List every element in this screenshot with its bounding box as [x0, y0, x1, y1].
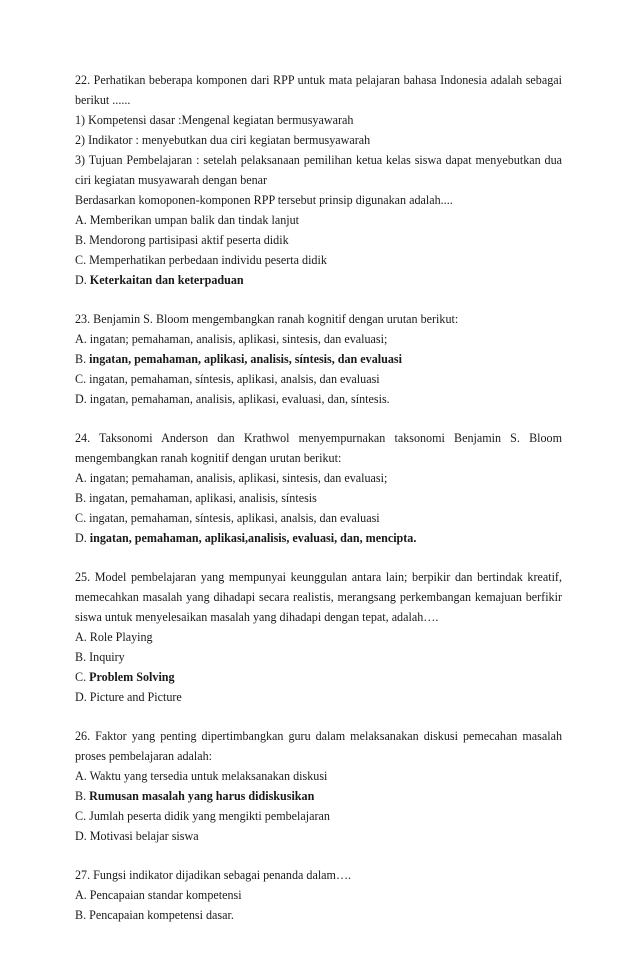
option-text: Pencapaian standar kompetensi: [89, 888, 242, 902]
option-text-answer: ingatan, pemahaman, aplikasi,analisis, evaluasi, dan, mencipta.: [89, 531, 417, 545]
option-text: Memberikan umpan balik dan tindak lanjut: [89, 213, 300, 227]
question-26-stem: 26. Faktor yang penting dipertimbangkan guru dalam melaksanakan diskusi pemecahan masalah proses pembelajaran adalah:: [75, 729, 562, 763]
option-text: Inquiry: [89, 650, 125, 664]
option-text: Picture and Picture: [89, 690, 182, 704]
option-text: Memperhatikan perbedaan individu peserta didik: [89, 253, 327, 267]
option-text: Pencapaian kompetensi dasar.: [89, 908, 234, 922]
question-22-item-2: 2) Indikator : menyebutkan dua ciri kegiatan bermusyawarah: [75, 133, 371, 147]
question-27-option-a: A. Pencapaian standar kompetensi: [75, 888, 242, 902]
question-25-option-d: D. Picture and Picture: [75, 690, 182, 704]
question-22-option-d: D. Keterkaitan dan keterpaduan: [75, 273, 244, 287]
option-text: Waktu yang tersedia untuk melaksanakan diskusi: [89, 769, 328, 783]
question-26-option-b: B. Rumusan masalah yang harus didiskusikan: [75, 789, 315, 803]
question-25-option-c: C. Problem Solving: [75, 670, 175, 684]
option-text: ingatan, pemahaman, síntesis, aplikasi, analsis, dan evaluasi: [89, 511, 380, 525]
question-23-option-d: D. ingatan, pemahaman, analisis, aplikasi, evaluasi, dan, síntesis.: [75, 392, 390, 406]
question-22: [75, 70, 562, 290]
option-text: ingatan; pemahaman, analisis, aplikasi, sintesis, dan evaluasi;: [89, 332, 388, 346]
question-23-option-a: A. ingatan; pemahaman, analisis, aplikasi, sintesis, dan evaluasi;: [75, 332, 388, 346]
question-26: [75, 726, 562, 846]
option-text: Mendorong partisipasi aktif peserta didik: [89, 233, 289, 247]
question-24: [75, 428, 562, 548]
question-24-option-a: A. ingatan; pemahaman, analisis, aplikasi, sintesis, dan evaluasi;: [75, 471, 388, 485]
question-23: [75, 309, 562, 409]
question-27: [75, 865, 562, 925]
question-24-option-b: B. ingatan, pemahaman, aplikasi, analisis, síntesis: [75, 491, 317, 505]
question-23-option-c: C. ingatan, pemahaman, síntesis, aplikasi, analsis, dan evaluasi: [75, 372, 380, 386]
question-25: [75, 567, 562, 707]
question-26-option-c: C. Jumlah peserta didik yang mengikti pembelajaran: [75, 809, 330, 823]
option-text: ingatan; pemahaman, analisis, aplikasi, sintesis, dan evaluasi;: [89, 471, 388, 485]
question-24-option-c: C. ingatan, pemahaman, síntesis, aplikasi, analsis, dan evaluasi: [75, 511, 380, 525]
question-24-option-d: D. ingatan, pemahaman, aplikasi,analisis, evaluasi, dan, mencipta.: [75, 531, 417, 545]
question-22-option-a: A. Memberikan umpan balik dan tindak lanjut: [75, 213, 300, 227]
option-text: ingatan, pemahaman, síntesis, aplikasi, analsis, dan evaluasi: [89, 372, 380, 386]
option-text-answer: ingatan, pemahaman, aplikasi, analisis, síntesis, dan evaluasi: [89, 352, 402, 366]
question-27-option-b: B. Pencapaian kompetensi dasar.: [75, 908, 234, 922]
question-26-option-d: D. Motivasi belajar siswa: [75, 829, 199, 843]
option-text: Motivasi belajar siswa: [89, 829, 199, 843]
question-22-item-1: 1) Kompetensi dasar :Mengenal kegiatan bermusyawarah: [75, 113, 354, 127]
question-25-option-b: B. Inquiry: [75, 650, 125, 664]
question-25-option-a: A. Role Playing: [75, 630, 153, 644]
option-text-answer: Rumusan masalah yang harus didiskusikan: [89, 789, 315, 803]
question-27-stem: 27. Fungsi indikator dijadikan sebagai penanda dalam….: [75, 868, 352, 882]
question-22-option-b: B. Mendorong partisipasi aktif peserta didik: [75, 233, 289, 247]
option-text: Role Playing: [89, 630, 153, 644]
option-text-answer: Keterkaitan dan keterpaduan: [89, 273, 244, 287]
option-text: Jumlah peserta didik yang mengikti pembelajaran: [89, 809, 330, 823]
question-23-stem: 23. Benjamin S. Bloom mengembangkan ranah kognitif dengan urutan berikut:: [75, 312, 459, 326]
option-text: ingatan, pemahaman, aplikasi, analisis, síntesis: [89, 491, 317, 505]
question-24-stem: 24. Taksonomi Anderson dan Krathwol menyempurnakan taksonomi Benjamin S. Bloom mengembangkan ranah kognitif dengan urutan berikut:: [75, 431, 562, 465]
question-23-option-b: B. ingatan, pemahaman, aplikasi, analisis, síntesis, dan evaluasi: [75, 352, 402, 366]
question-22-stem: 22. Perhatikan beberapa komponen dari RPP untuk mata pelajaran bahasa Indonesia adalah sebagai berikut ......: [75, 73, 562, 107]
question-26-option-a: A. Waktu yang tersedia untuk melaksanakan diskusi: [75, 769, 328, 783]
option-text: ingatan, pemahaman, analisis, aplikasi, evaluasi, dan, síntesis.: [89, 392, 390, 406]
question-22-item-3: 3) Tujuan Pembelajaran : setelah pelaksanaan pemilihan ketua kelas siswa dapat menyebutkan dua ciri kegiatan musyawarah dengan benar: [75, 153, 562, 187]
question-25-stem: 25. Model pembelajaran yang mempunyai keunggulan antara lain; berpikir dan bertindak kreatif, memecahkan masalah yang dihadapi secara realistis, merangsang perkembangan kemajuan berfikir siswa untuk menyelesaikan masalah yang dihadapi dengan tepat, adalah….: [75, 570, 562, 624]
option-text-answer: Problem Solving: [89, 670, 175, 684]
question-22-option-c: C. Memperhatikan perbedaan individu peserta didik: [75, 253, 327, 267]
question-22-prompt: Berdasarkan komoponen-komponen RPP tersebut prinsip digunakan adalah....: [75, 193, 453, 207]
